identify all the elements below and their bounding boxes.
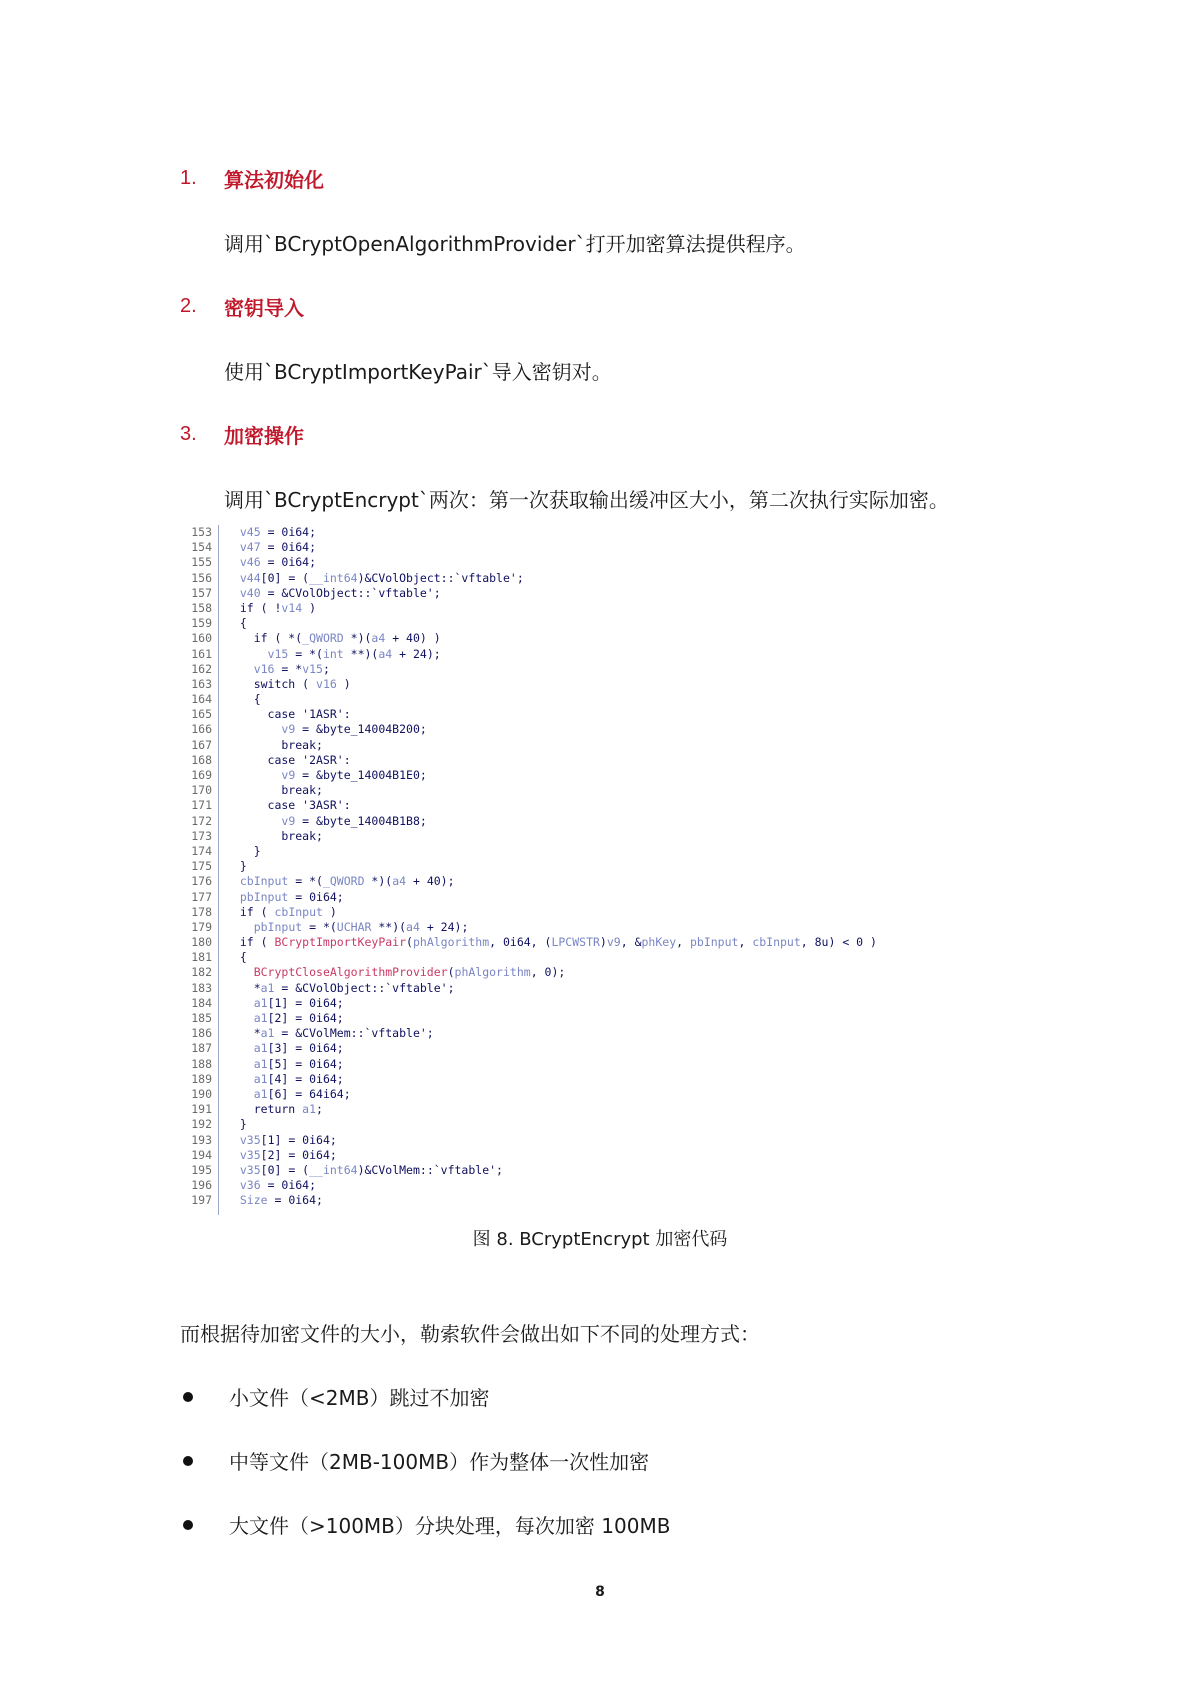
line-number: 159 — [191, 616, 212, 631]
line-number: 153 — [191, 525, 212, 539]
line-number: 170 — [191, 783, 212, 798]
section-number: 2. — [180, 295, 197, 317]
line-number: 166 — [191, 722, 212, 737]
line-number: 181 — [191, 950, 212, 965]
code-line: v15 = *(int **)(a4 + 24); — [267, 646, 441, 661]
section-heading-2 — [180, 292, 304, 321]
code-line: a1[3] = 0i64; — [253, 1041, 344, 1056]
bullet-item — [180, 1510, 670, 1539]
code-line: v35[1] = 0i64; — [239, 1132, 337, 1147]
code-line: a1[2] = 0i64; — [253, 1011, 344, 1025]
code-line: v44[0] = (__int64)&CVolObject::`vftable'; — [239, 570, 524, 585]
section-number: 1. — [180, 167, 197, 189]
line-number: 165 — [191, 707, 212, 722]
code-line: case '1ASR': — [226, 707, 351, 722]
line-number: 163 — [191, 676, 212, 691]
line-number: 190 — [191, 1086, 212, 1101]
section-number: 3. — [180, 423, 197, 445]
line-number: 180 — [191, 935, 212, 950]
code-line: *a1 = &CVolObject::`vftable'; — [226, 980, 455, 995]
line-number: 173 — [191, 828, 212, 843]
code-line: a1[4] = 0i64; — [253, 1071, 344, 1086]
bullet-item — [180, 1446, 649, 1475]
bullet-text: 中等文件（2MB-100MB）作为整体一次性加密 — [229, 1450, 650, 1474]
line-number: 188 — [191, 1056, 212, 1071]
line-number: 164 — [191, 692, 212, 707]
line-number: 161 — [191, 646, 212, 661]
line-number: 197 — [191, 1193, 212, 1208]
line-number-gutter — [180, 525, 219, 1215]
line-number: 192 — [191, 1117, 212, 1132]
code-line: pbInput = *(UCHAR **)(a4 + 24); — [253, 919, 469, 934]
line-number: 189 — [191, 1071, 212, 1086]
line-number: 160 — [191, 631, 212, 646]
code-line: v16 = *v15; — [253, 661, 330, 676]
code-line: v9 = &byte_14004B1B8; — [281, 813, 427, 828]
code-line: v9 = &byte_14004B1E0; — [281, 768, 427, 782]
line-number: 155 — [191, 555, 212, 570]
line-number: 169 — [191, 768, 212, 782]
line-number: 183 — [191, 980, 212, 995]
bullet-dot-icon — [183, 1456, 193, 1466]
section-heading-3 — [180, 420, 304, 449]
code-line: pbInput = 0i64; — [239, 889, 344, 904]
line-number: 178 — [191, 904, 212, 919]
code-line: a1[5] = 0i64; — [253, 1056, 344, 1071]
line-number: 171 — [191, 798, 212, 813]
line-number: 158 — [191, 600, 212, 615]
line-number: 176 — [191, 874, 212, 889]
code-line: break; — [226, 828, 323, 843]
code-line: v35[0] = (__int64)&CVolMem::`vftable'; — [239, 1162, 503, 1177]
code-line: v36 = 0i64; — [239, 1178, 317, 1193]
code-line: } — [226, 843, 261, 858]
bullet-text: 大文件（>100MB）分块处理，每次加密 100MB — [229, 1514, 671, 1538]
code-line: v9 = &byte_14004B200; — [281, 722, 427, 737]
line-number: 168 — [191, 752, 212, 767]
section-heading-1 — [180, 164, 324, 193]
code-line: { — [226, 950, 247, 965]
code-line: v47 = 0i64; — [239, 540, 317, 555]
code-line: cbInput = *(_QWORD *)(a4 + 40); — [239, 874, 455, 889]
line-number: 174 — [191, 843, 212, 858]
code-line: v46 = 0i64; — [239, 555, 317, 570]
section-body-2: 使用`BCryptImportKeyPair`导入密钥对。 — [224, 360, 612, 384]
line-number: 196 — [191, 1178, 212, 1193]
code-line: a1[6] = 64i64; — [253, 1086, 351, 1101]
code-line: case '3ASR': — [226, 798, 351, 813]
section-body-1: 调用`BCryptOpenAlgorithmProvider`打开加密算法提供程序。 — [224, 232, 806, 256]
line-number: 179 — [191, 919, 212, 934]
code-line: break; — [226, 783, 323, 798]
bullet-item — [180, 1382, 489, 1411]
section-title: 算法初始化 — [224, 168, 324, 192]
line-number: 177 — [191, 889, 212, 904]
line-number: 187 — [191, 1041, 212, 1056]
line-number: 167 — [191, 737, 212, 752]
intro-paragraph: 而根据待加密文件的大小，勒索软件会做出如下不同的处理方式： — [180, 1322, 760, 1346]
line-number: 184 — [191, 995, 212, 1010]
line-number: 175 — [191, 859, 212, 874]
code-line: a1[1] = 0i64; — [253, 995, 344, 1010]
code-line: if ( *(_QWORD *)(a4 + 40) ) — [226, 631, 441, 646]
line-number: 195 — [191, 1162, 212, 1177]
code-lines — [226, 525, 950, 1208]
code-line: case '2ASR': — [226, 752, 351, 767]
line-number: 162 — [191, 661, 212, 676]
line-number: 157 — [191, 585, 212, 600]
line-number: 191 — [191, 1102, 212, 1117]
code-line: if ( !v14 ) — [226, 600, 317, 615]
page-number: 8 — [595, 1584, 605, 1600]
bullet-dot-icon — [183, 1392, 193, 1402]
code-figure — [180, 525, 950, 1215]
code-line: } — [226, 859, 247, 874]
line-number: 185 — [191, 1011, 212, 1025]
line-number: 194 — [191, 1147, 212, 1162]
code-line: { — [226, 692, 261, 707]
bullet-dot-icon — [183, 1520, 193, 1530]
line-number: 154 — [191, 540, 212, 555]
section-body-3: 调用`BCryptEncrypt`两次：第一次获取输出缓冲区大小，第二次执行实际加密。 — [224, 488, 949, 512]
section-title: 密钥导入 — [224, 296, 304, 320]
code-line: switch ( v16 ) — [226, 676, 351, 691]
line-number: 182 — [191, 965, 212, 980]
line-number: 156 — [191, 570, 212, 585]
code-line: Size = 0i64; — [239, 1193, 323, 1208]
line-number: 193 — [191, 1132, 212, 1147]
code-line: if ( cbInput ) — [226, 904, 337, 919]
bullet-text: 小文件（<2MB）跳过不加密 — [229, 1386, 490, 1410]
code-line: BCryptCloseAlgorithmProvider(phAlgorithm, 0); — [253, 965, 566, 980]
code-line: v40 = &CVolObject::`vftable'; — [239, 585, 441, 600]
code-line: v35[2] = 0i64; — [239, 1147, 337, 1162]
line-number: 186 — [191, 1026, 212, 1041]
code-line: } — [226, 1117, 247, 1132]
line-number: 172 — [191, 813, 212, 828]
section-title: 加密操作 — [224, 424, 304, 448]
figure-caption: 图 8. BCryptEncrypt 加密代码 — [472, 1229, 728, 1250]
code-line: break; — [226, 737, 323, 752]
code-line: v45 = 0i64; — [239, 525, 317, 539]
code-line: *a1 = &CVolMem::`vftable'; — [226, 1026, 434, 1041]
code-line: return a1; — [226, 1102, 323, 1117]
code-line: { — [226, 616, 247, 631]
code-line: if ( BCryptImportKeyPair(phAlgorithm, 0i64, (LPCWSTR)v9, &phKey, pbInput, cbInput, 8u) < 0 ) — [226, 935, 877, 950]
